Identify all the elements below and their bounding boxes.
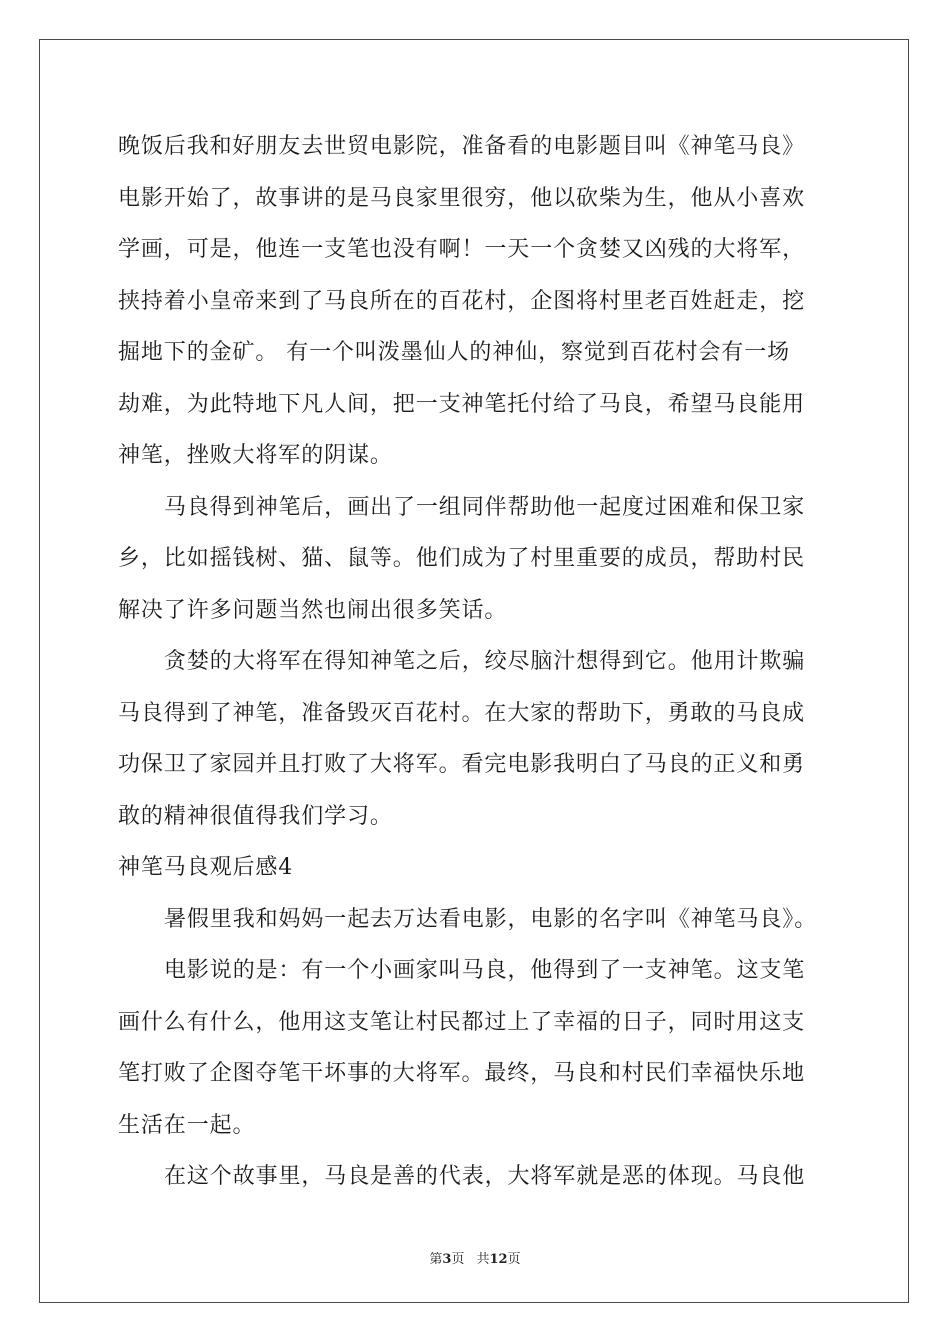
text-line: 劫难，为此特地下凡人间，把一支神笔托付给了马良，希望马良能用 <box>118 391 806 417</box>
text-line: 贪婪的大将军在得知神笔之后，绞尽脑汁想得到它。他用计欺骗 <box>164 649 806 674</box>
total-pages: 12 <box>489 1252 508 1267</box>
text-line: 乡，比如摇钱树、猫、鼠等。他们成为了村里重要的成员，帮助村民 <box>118 546 806 571</box>
text-line: 马良得到了神笔，准备毁灭百花村。在大家的帮助下，勇敢的马良成 <box>118 700 806 726</box>
text-line: 暑假里我和妈妈一起去万达看电影，电影的名字叫《神笔马良》。 <box>164 906 818 932</box>
total-suffix: 页 <box>507 1252 521 1267</box>
text-line: 笔打败了企图夺笔干坏事的大将军。最终，马良和村民们幸福快乐地 <box>118 1061 806 1086</box>
text-line: 在这个故事里，马良是善的代表，大将军就是恶的体现。马良他 <box>164 1164 806 1189</box>
text-line: 神笔，挫败大将军的阴谋。 <box>118 443 393 468</box>
text-line: 电影开始了，故事讲的是马良家里很穷，他以砍柴为生，他从小喜欢 <box>118 185 806 211</box>
text-line: 敢的精神很值得我们学习。 <box>118 803 393 829</box>
text-line: 画什么有什么，他用这支笔让村民都过上了幸福的日子，同时用这支 <box>118 1009 806 1035</box>
page-footer <box>0 1248 950 1267</box>
text-line: 学画，可是，他连一支笔也没有啊！一天一个贪婪又凶残的大将军， <box>118 237 806 262</box>
page-number: 3 <box>442 1252 452 1267</box>
text-line: 生活在一起。 <box>118 1112 256 1138</box>
text-line: 掘地下的金矿。 有一个叫泼墨仙人的神仙，察觉到百花村会有一场 <box>118 340 790 365</box>
page-prefix: 第 <box>429 1252 443 1267</box>
text-line: 马良得到神笔后，画出了一组同伴帮助他一起度过困难和保卫家 <box>164 494 806 520</box>
text-line: 挟持着小皇帝来到了马良所在的百花村，企图将村里老百姓赶走，挖 <box>118 288 806 314</box>
page-suffix: 页 <box>451 1252 465 1267</box>
text-line: 解决了许多问题当然也闹出很多笑话。 <box>118 597 508 623</box>
text-line: 功保卫了家园并且打败了大将军。看完电影我明白了马良的正义和勇 <box>118 752 806 777</box>
total-prefix: 共 <box>476 1252 490 1267</box>
text-line: 神笔马良观后感4 <box>118 855 294 880</box>
document-body <box>118 121 838 1203</box>
text-line: 电影说的是：有一个小画家叫马良，他得到了一支神笔。这支笔 <box>164 958 806 983</box>
text-line: 晚饭后我和好朋友去世贸电影院，准备看的电影题目叫《神笔马良》 <box>118 134 806 159</box>
